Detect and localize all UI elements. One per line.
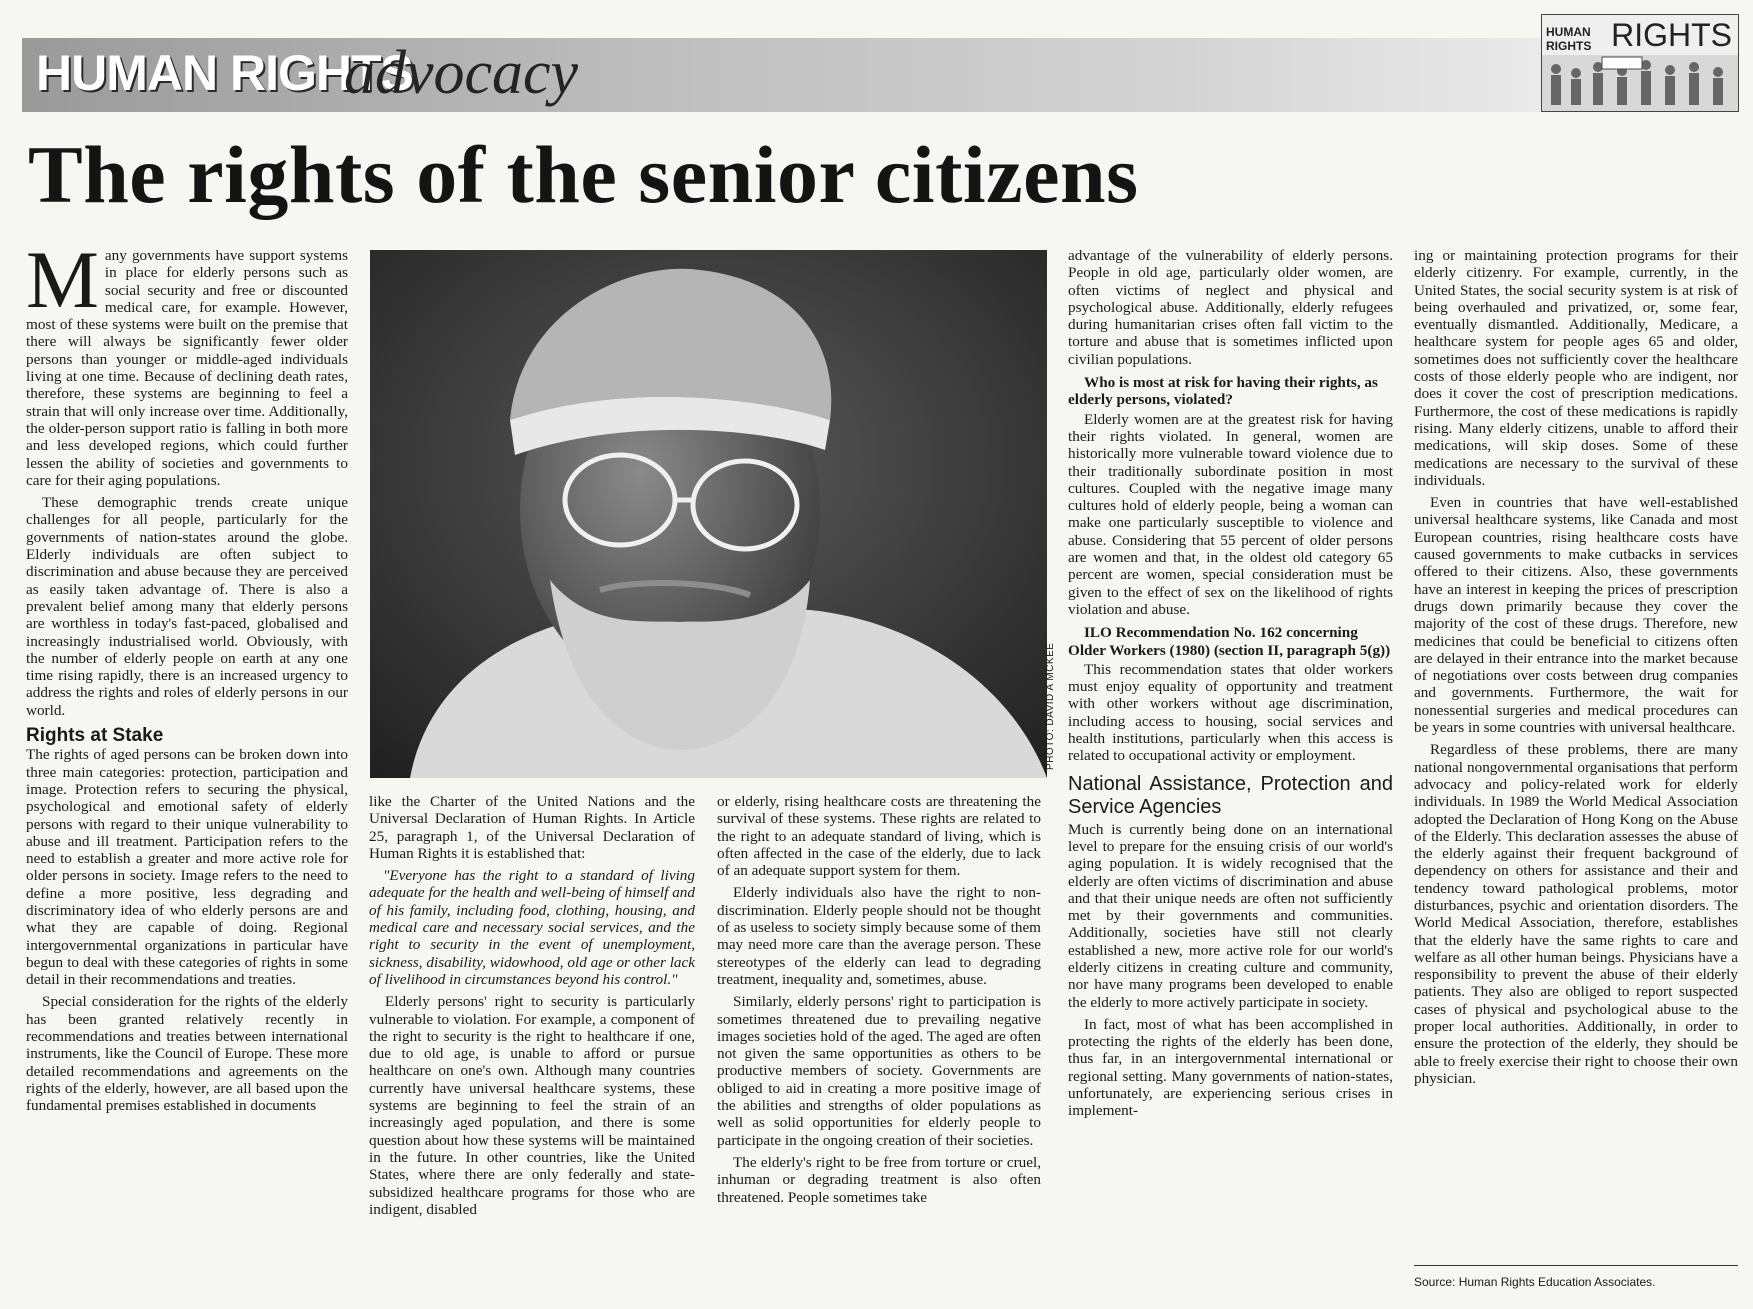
source-divider [1414,1265,1738,1266]
column-1 [26,234,348,1120]
paragraph: or elderly, rising healthcare costs are threatening the survival of these systems. These rights are related to the right to an adequate standard of living, which is often affected in the case of the elderly, due to lack of an adequate support system for them. [717,793,1041,880]
paragraph: In fact, most of what has been accomplished in protecting the rights of the elderly has been done, thus far, in an intergovernmental international or regional setting. Many governments of nation-states, unfortunately, are experiencing serious crises in implement- [1068,1015,1393,1120]
paragraph: like the Charter of the United Nations and the Universal Declaration of Human Rights. In Article 25, paragraph 1, of the Universal Declaration of Human Rights it is established that: [369,793,695,862]
subheading-rights-at-stake: Rights at Stake [26,725,164,747]
paragraph [26,234,348,489]
paragraph: Elderly persons' right to security is particularly vulnerable to violation. For example, a component of the right to security is the right to healthcare if one, due to old age, is unable to afford or pursue healthcare on one's own. Although many countries currently have universal healthcare systems, these systems are beginning to feel the strain of an increasingly aged population, and there is some question about how these systems will be maintained in the future. In other countries, like the United States, where there are only federally and state-subsidized healthcare programs for those who are indigent, disabled [369,993,695,1218]
paragraph: ing or maintaining protection programs for their elderly citizenry. For example, currently, in the United States, the social security system is at risk of being overhauled and privatized, or, some fear, eventually dismantled. Additionally, Medicare, a healthcare system for people ages 65 and older, sometimes does not sufficiently cover the healthcare costs of those elderly people who are indigent, nor does it cover the cost of prescription medications. Furthermore, the cost of these medications is rapidly rising. Many elderly citizens, unable to afford their medications, will skip doses. Some of these medications are necessary to the survival of these individuals. [1414,247,1738,489]
paragraph: The elderly's right to be free from torture or cruel, inhuman or degrading treatment is also often threatened. People sometimes take [717,1153,1041,1206]
section-banner [22,38,1552,112]
paragraph: advantage of the vulnerability of elderly persons. People in old age, particularly older women, are often victims of neglect and physical and psychological abuse. Additionally, elderly refugees during humanitarian crises often fall victim to the torture and abuse that is sometimes inflicted upon civilian populations. [1068,247,1393,368]
paragraph: These demographic trends create unique challenges for all people, particularly for the governments of nation-states around the globe. Elderly individuals are often subject to discrimination and abuse because they are perceived as easily taken advantage of. There is also a prevalent belief among many that elderly persons are worthless in today's fast-paced, globalised and increasingly industrialised world. Obviously, with the number of elderly people on earth at any one time rising rapidly, there is an increased urgency to address the rights and roles of elderly persons in our world. [26,494,348,719]
udhr-quote: "Everyone has the right to a standard of living adequate for the health and well-being of himself and of his family, including food, clothing, housing, and medical care and necessary social services, and the right to security in the event of unemployment, sickness, disability, widowhood, old age or other lack of livelihood in circumstances beyond his control." [369,867,695,988]
section-subtitle: advocacy [344,39,579,107]
paragraph: Regardless of these problems, there are many national nongovernmental organisations that perform advocacy and policy-related work for elderly individuals. In 1989 the World Medical Association adopted the Declaration of Hong Kong on the Abuse of the Elderly. This declaration assesses the abuse of the elderly against their frequent background of dependency on others for assistance and their and tendency toward pathological problems, motor disturbances, psychic and orientation disorders. The World Medical Association, therefore, establishes that the elderly have the same rights to care and welfare as all other human beings. Physicians have a responsibility to prevent the abuse of their elderly patients. They also are obliged to report suspected cases of physical and psychological abuse to the proper local authorities. Additionally, in order to ensure the protection of the elderly, they should be able to freely exercise their right to choose their own physician. [1414,741,1738,1087]
column-5 [1414,247,1738,1092]
elderly-man-photo [370,250,1047,778]
paragraph: Much is currently being done on an international level to prepare for the ensuing crisis of our world's aging population. It is widely recognised that the elderly are often victims of discrimination and abuse and that their unique needs are often not sufficiently met by their governments and communities. Additionally, societies have still not clearly established a new, more active role for our world's elderly citizens in creating culture and community, nor have many programs been developed to enable the elderly to more actively participate in society. [1068,820,1393,1011]
source-note: Source: Human Rights Education Associates. [1414,1275,1656,1289]
paragraph: Similarly, elderly persons' right to participation is sometimes threatened due to prevailing negative images societies hold of the aged. The aged are often not given the same opportunities as others to be productive members of society. Governments are obliged to aid in creating a more positive image of the abilities and strengths of older populations as well as solid opportunities for elderly people to participate in the ongoing creation of their societies. [717,993,1041,1149]
subheading-ilo: ILO Recommendation No. 162 concerning Older Workers (1980) (section II, paragraph 5(g)) [1068,624,1391,659]
paragraph: Special consideration for the rights of the elderly has been granted relatively recently in recommendations and treaties between international instruments, like the Council of Europe. These more detailed recommendations and agreements on the rights of the elderly, however, are all based upon the fundamental premises established in documents [26,993,348,1115]
paragraph: This recommendation states that older workers must enjoy equality of opportunity and treatment with other workers without age discrimination, including access to housing, social services and health institutions, particularly when this access is related to occupational activity or employment. [1068,660,1393,765]
photo-credit: PHOTO: DAVID A MCKEE [1045,642,1056,770]
subheading-national-assistance: National Assistance, Protection and Service Agencies [1068,772,1393,818]
subheading-question: Who is most at risk for having their rights, as elderly persons, violated? [1068,374,1378,409]
paragraph: Elderly individuals also have the right to non-discrimination. Elderly people should not be thought of as useless to society simply because some of them may need more care than the average person. These stereotypes of the elderly can lead to degrading treatment, inequality and, sometimes, abuse. [717,884,1041,988]
paragraph: Elderly women are at the greatest risk for having their rights violated. In general, women are historically more vulnerable toward violence due to their traditionally subordinate position in most cultures. Coupled with the negative image many cultures hold of elderly people, being a woman can make one particularly susceptible to violence and abuse. Considering that 55 percent of older persons are women and that, in the oldest old category 65 percent are women, special consideration must be given to the effect of sex on the likelihood of rights violation and abuse. [1068,410,1393,618]
logo-small-text: HUMAN RIGHTS [1546,25,1592,53]
paragraph: Even in countries that have well-established universal healthcare systems, like Canada and most European countries, rising healthcare costs have caused governments to make cutbacks in services offered to their citizens. Also, these governments have an interest in keeping the prices of prescription drugs down primarily because they cover the majority of the cost of these drugs. Therefore, new medicines that could be beneficial to citizens often are delayed in their entrance into the market because of negotiations over costs between drug companies and governments. Furthermore, the wait for nonessential surgeries and medical procedures can be years in some countries with universal healthcare. [1414,494,1738,737]
section-title: HUMAN RIGHTS [36,45,413,101]
column-4 [1068,247,1393,1125]
column-3 [717,793,1041,1211]
paragraph-text: any governments have support systems in place for elderly persons such as social security and free or discounted medical care, for example. However, most of these systems were built on the premise that there will always be significantly fewer older persons than younger or middle-aged individuals living at one time. Because of declining death rates, therefore, these systems are beginning to feel a strain that will only increase over time. Additionally, the older-person support ratio is falling in both more and less developed regions, which could further lessen the ability of societies and governments to care for their aging populations. [26,247,348,489]
portrait-illustration [370,250,1047,778]
drop-cap: M [26,234,99,325]
logo-big-text: RIGHTS [1611,17,1732,53]
crowd-illustration [1542,55,1738,111]
column-2 [369,793,695,1223]
paragraph: The rights of aged persons can be broken down into three main categories: protection, participation and image. Protection refers to securing the physical, psychological and emotional safety of elderly persons with regard to their unique vulnerability to abuse and ill treatment. Participation refers to the need to establish a greater and more active role for older persons in society. Image refers to the need to define a more positive, less degrading and discriminatory idea of who elderly persons are and what they are capable of doing. Regional intergovernmental organizations in particular have begun to deal with these categories of rights in some detail in their recommendations and treaties. [26,746,348,989]
human-rights-logo [1541,14,1739,112]
article-headline: The rights of the senior citizens [28,129,1139,220]
